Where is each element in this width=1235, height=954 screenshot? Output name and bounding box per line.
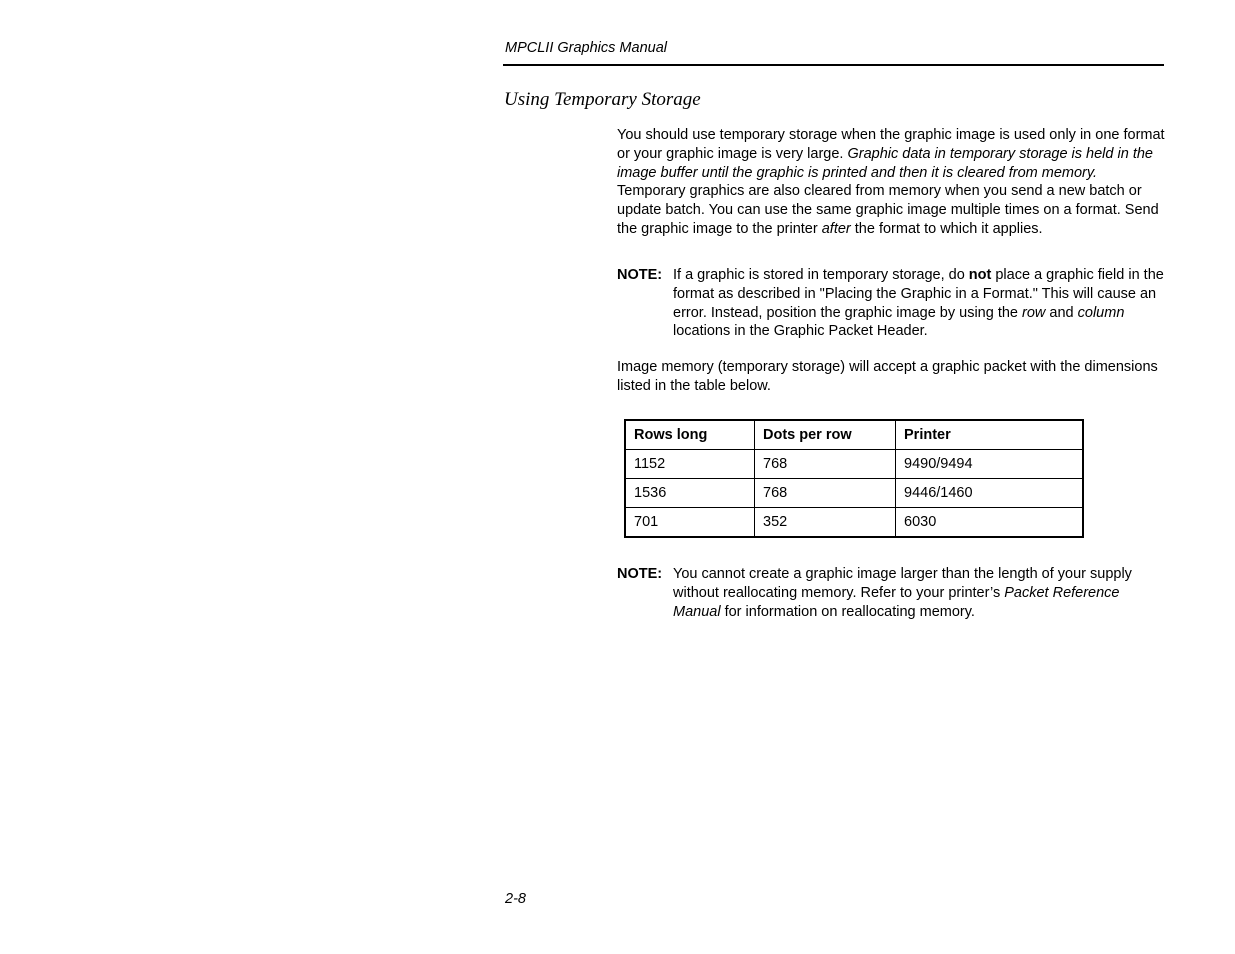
note-body [673,565,1165,621]
cell-printer: 9490/9494 [896,450,1084,479]
header-rows-long: Rows long [625,420,755,450]
table-row [625,450,1083,479]
note-label: NOTE: [617,566,663,582]
running-header-title: MPCLII Graphics Manual [505,40,667,56]
table-row [625,508,1083,538]
note-text: and [1045,304,1078,321]
note-emphasis-row: row [1022,304,1046,321]
intro-sentence-2: Graphic data in temporary storage is held in the image buffer until the graphic is printed and then it is cleared from memory. [617,145,1153,181]
header-dots-per-row: Dots per row [755,420,896,450]
note-temporary-storage [617,266,1165,341]
note-manual-title: Packet Reference Manual [673,584,1120,620]
cell-dots-per-row: 768 [755,450,896,479]
intro-sentence-3: Temporary graphics are also cleared from memory when you send a new batch or update batch. You can use the same graphic image multiple times on a format. Send the graphic image to the printer [617,183,1159,237]
cell-rows-long: 1536 [625,479,755,508]
cell-dots-per-row: 352 [755,508,896,538]
note-label: NOTE: [617,267,663,283]
cell-printer: 9446/1460 [896,479,1084,508]
note-reallocating-memory [617,565,1165,621]
note-text: You cannot create a graphic image larger than the length of your supply without reallocating memory. Refer to your printer’s [673,566,1132,601]
image-memory-paragraph: Image memory (temporary storage) will accept a graphic packet with the dimensions listed in the table below. [617,359,1158,394]
note-text: locations in the Graphic Packet Header. [673,323,928,340]
running-header [503,38,1164,66]
table-header-row [625,420,1083,450]
cell-printer: 6030 [896,508,1084,538]
note-text: If a graphic is stored in temporary storage, do [673,267,969,283]
note-emphasis-not: not [968,267,992,283]
note-text: for information on reallocating memory. [720,603,975,620]
intro-paragraph [617,126,1165,239]
intro-sentence-5: the format to which it applies. [850,220,1043,237]
note-body [673,266,1165,341]
table-row [625,479,1083,508]
cell-dots-per-row: 768 [755,479,896,508]
header-printer: Printer [896,420,1084,450]
page-number: 2-8 [505,891,526,907]
cell-rows-long: 1152 [625,450,755,479]
cell-rows-long: 701 [625,508,755,538]
note-emphasis-column: column [1077,304,1125,321]
intro-emphasis-after: after [821,220,851,237]
intro-sentence-1: You should use temporary storage when the graphic image is used only in one format or your graphic image is very large. [617,127,1165,162]
section-heading: Using Temporary Storage [504,89,701,110]
note-text: place a graphic field in the format as described in "Placing the Graphic in a Format." This will cause an error. Instead, position the graphic image by using the [673,267,1164,321]
dimensions-table [624,419,1084,538]
